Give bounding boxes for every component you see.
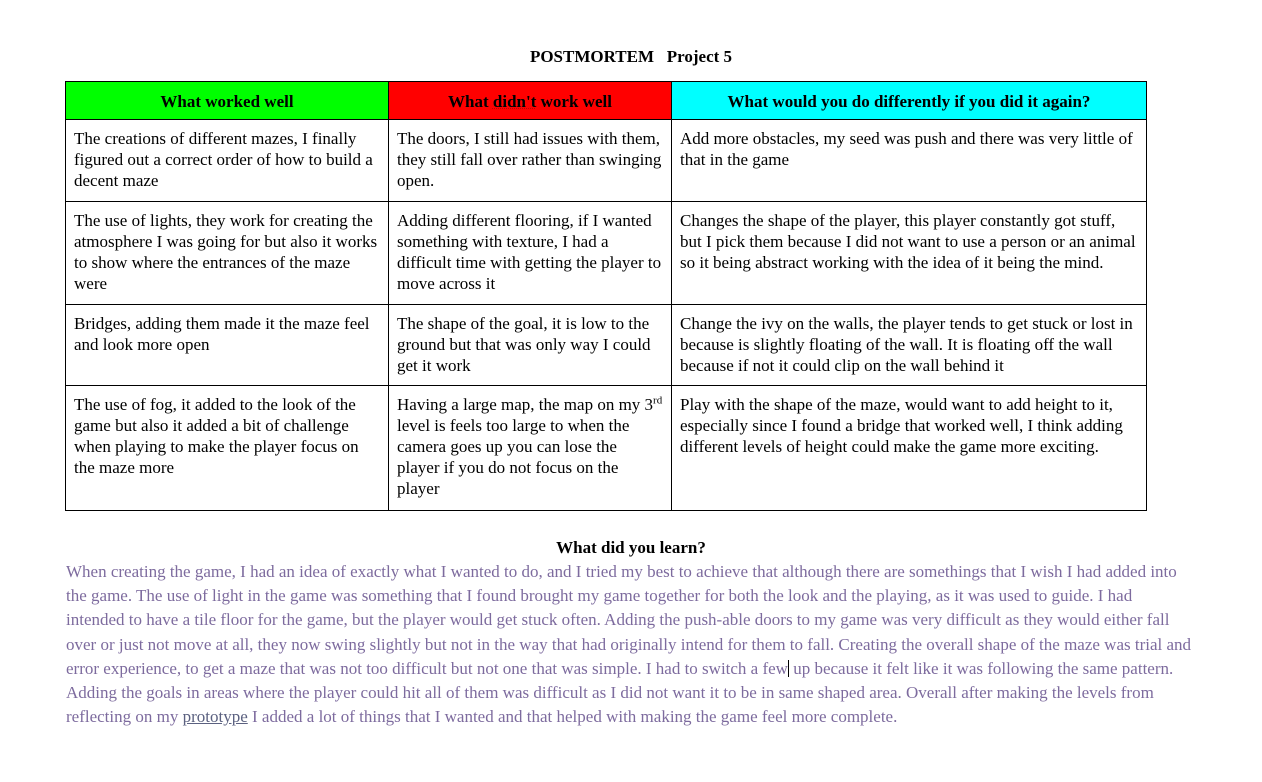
- cell-text: Having a large map, the map on my 3: [397, 395, 654, 414]
- cell-worked-well: Bridges, adding them made it the maze feel and look more open: [66, 305, 389, 386]
- cell-do-differently: Add more obstacles, my seed was push and there was very little of that in the game: [672, 120, 1147, 202]
- page-title: POSTMORTEM Project 5: [529, 47, 733, 66]
- header-didnt-suffix: work well: [536, 91, 612, 111]
- paragraph-text: up because it felt like it was following the same pattern. Adding the goals in areas where the player could hit all of them was difficult as I did not want it to be in same shaped area. Overall after making the levels from reflecting on my: [66, 658, 1174, 727]
- spellcheck-word[interactable]: didn't: [492, 91, 537, 111]
- header-didnt-work-well: [389, 82, 672, 120]
- cell-worked-well: The use of fog, it added to the look of the game but also it added a bit of challenge when playing to make the player focus on the maze more: [66, 386, 389, 511]
- paragraph-text: When creating the game, I had an idea of exactly what I wanted to do, and I tried my best to achieve that although there are somethings that I wish I had added into the game. The use of light in the game was something that I found brought my game together for both the look and the playing, as it was used to guide. I had intended to have a tile floor for the game, but the player would get stuck often. Adding the push-able doors to my game was very difficult as they would either fall over or just not move at all, they now swing slightly but not in the way that had originally intend for them to fall. Creating the overall shape of the maze was trial and error experience, to get a maze that was not too difficult but not one that was simple. I had to switch a few: [66, 562, 1192, 678]
- cell-didnt-work: The doors, I still had issues with them, they still fall over rather than swinging open.: [389, 120, 672, 202]
- learn-heading: What did you learn?: [556, 538, 706, 557]
- ordinal-superscript: rd: [653, 394, 663, 407]
- table-header-row: [66, 82, 1147, 120]
- cell-didnt-work: [389, 386, 672, 511]
- table-row: [66, 120, 1147, 202]
- cell-do-differently: Change the ivy on the walls, the player tends to get stuck or lost in because is slightly floating of the wall. It is floating off the wall because if not it could clip on the wall behind it: [672, 305, 1147, 386]
- cell-worked-well: The creations of different mazes, I finally figured out a correct order of how to build a decent maze: [66, 120, 389, 202]
- learn-paragraph[interactable]: [66, 560, 1194, 729]
- table-row: [66, 202, 1147, 305]
- table-row: [66, 305, 1147, 386]
- cell-didnt-work: Adding different flooring, if I wanted something with texture, I had a difficult time with getting the player to move across it: [389, 202, 672, 305]
- paragraph-text: I added a lot of things that I wanted and that helped with making the game feel more complete.: [247, 707, 898, 727]
- header-worked-well: What worked well: [66, 82, 389, 120]
- table-row: [66, 386, 1147, 511]
- header-do-differently: What would you do differently if you did it again?: [672, 82, 1147, 120]
- header-didnt-prefix: What: [448, 91, 493, 111]
- cell-do-differently: Play with the shape of the maze, would want to add height to it, especially since I found a bridge that worked well, I think adding different levels of height could make the game more exciting.: [672, 386, 1147, 511]
- postmortem-table: [65, 81, 1147, 511]
- prototype-link[interactable]: prototype: [182, 707, 248, 727]
- cell-do-differently: Changes the shape of the player, this player constantly got stuff, but I pick them because I did not want to use a person or an animal so it being abstract working with the idea of it being the mind.: [672, 202, 1147, 305]
- cell-worked-well: The use of lights, they work for creating the atmosphere I was going for but also it works to show where the entrances of the maze were: [66, 202, 389, 305]
- cell-didnt-work: The shape of the goal, it is low to the ground but that was only way I could get it work: [389, 305, 672, 386]
- cell-text: level is feels too large to when the camera goes up you can lose the player if you do not focus on the player: [397, 416, 630, 498]
